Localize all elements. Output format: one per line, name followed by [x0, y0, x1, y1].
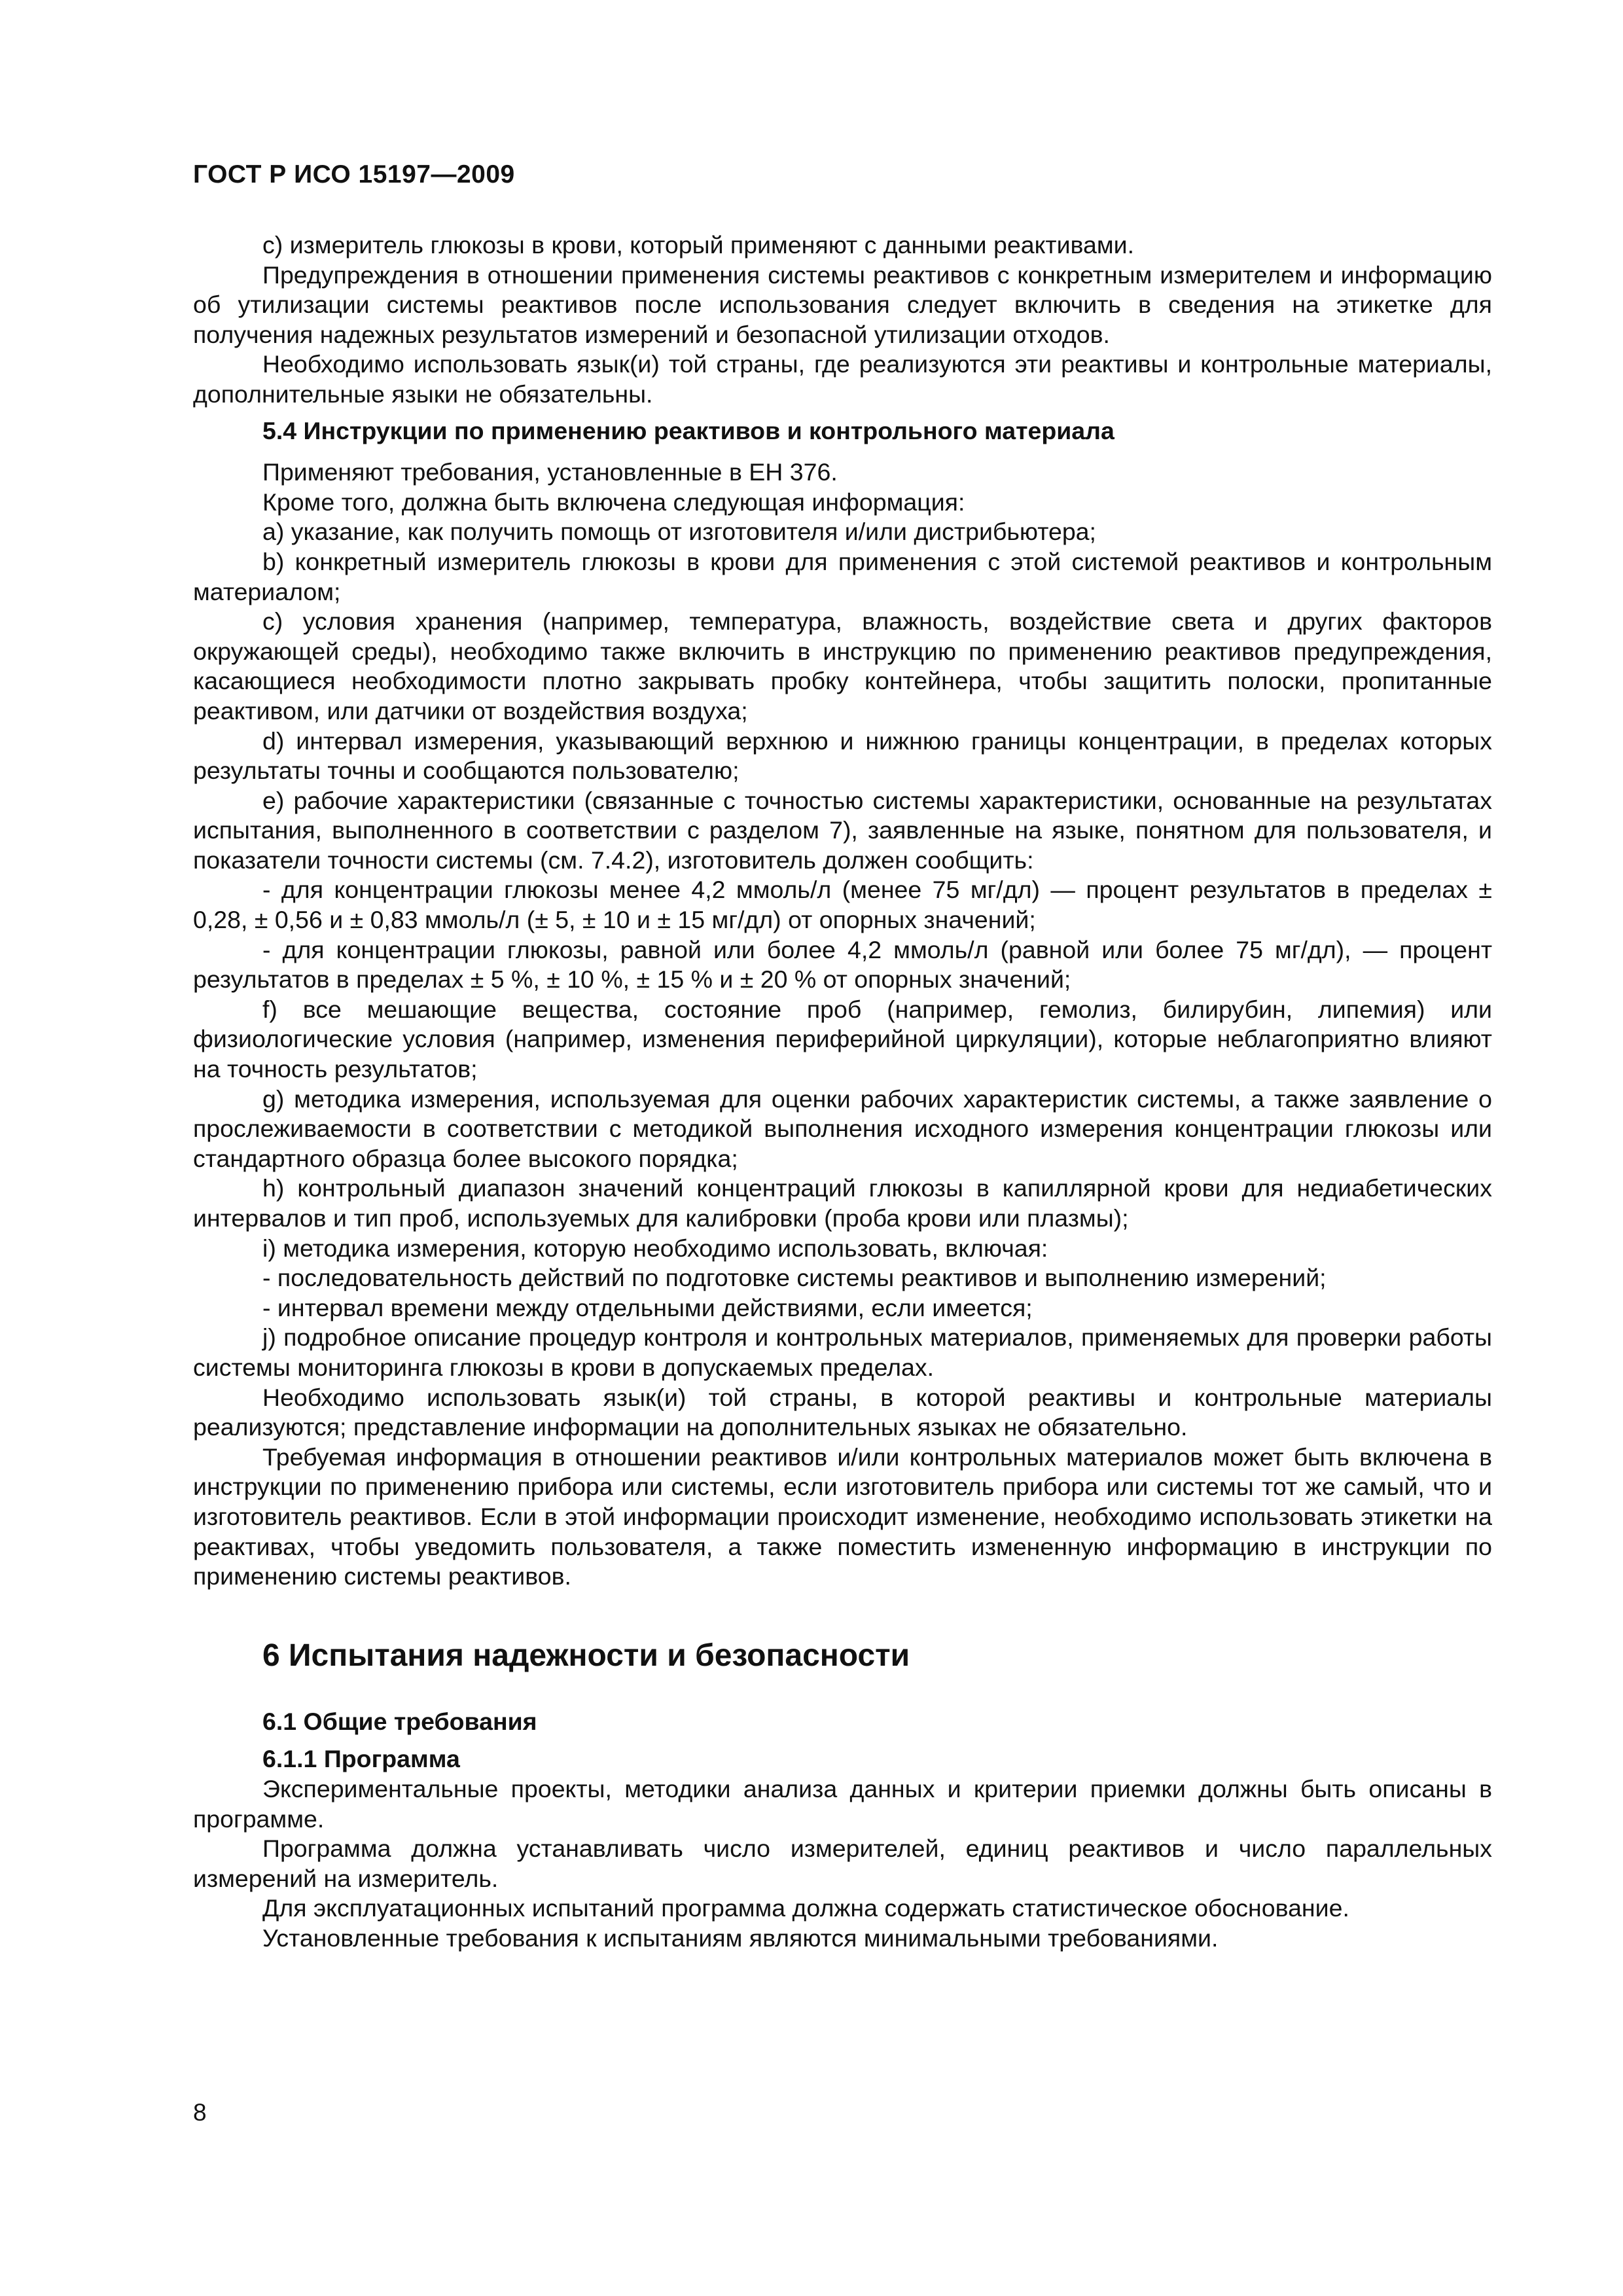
list-item: - для концентрации глюкозы, равной или более 4,2 ммоль/л (равной или более 75 мг/дл), — процент результатов в пределах ± 5 %, ± 10 %, ± 15 % и ± 20 % от опорных значений; [193, 935, 1492, 994]
page-number: 8 [193, 2099, 207, 2126]
list-item: - для концентрации глюкозы менее 4,2 ммоль/л (менее 75 мг/дл) — процент результатов в пределах ± 0,28, ± 0,56 и ± 0,83 ммоль/л (± 5, ± 10 и ± 15 мг/дл) от опорных значений; [193, 876, 1492, 934]
list-item: f) все мешающие вещества, состояние проб (например, гемолиз, билирубин, липемия) или физиологические условия (например, изменения периферийной циркуляции), которые неблагоприятно влияют на точность результатов; [193, 995, 1492, 1083]
list-item: d) интервал измерения, указывающий верхнюю и нижнюю границы концентрации, в пределах которых результаты точны и сообщаются пользователю; [193, 726, 1492, 785]
paragraph: Программа должна устанавливать число измерителей, единиц реактивов и число параллельных измерений на измеритель. [193, 1835, 1492, 1892]
list-item: j) подробное описание процедур контроля и контрольных материалов, применяемых для проверки работы системы мониторинга глюкозы в крови в допускаемых пределах. [193, 1323, 1492, 1381]
paragraph: Экспериментальные проекты, методики анализа данных и критерии приемки должны быть описаны в программе. [193, 1774, 1492, 1833]
list-item: - последовательность действий по подготовке системы реактивов и выполнению измерений; [262, 1264, 1327, 1292]
document-body [193, 230, 1492, 1953]
list-item: е) рабочие характеристики (связанные с точностью системы характеристики, основанные на результатах испытания, выполненного в соответствии с разделом 7), заявленные на языке, понятном для пользователя, и показатели точности системы (см. 7.4.2), изготовитель должен сообщить: [193, 786, 1492, 874]
list-item: а) указание, как получить помощь от изготовителя и/или дистрибьютера; [262, 518, 1096, 546]
paragraph: Предупреждения в отношении применения системы реактивов с конкретным измерителем и информацию об утилизации системы реактивов после использования следует включить в сведения на этикетке для получения надежных результатов измерений и безопасной утилизации отходов. [193, 260, 1492, 348]
document-code-header: ГОСТ Р ИСО 15197—2009 [193, 160, 515, 188]
paragraph: Необходимо использовать язык(и) той страны, в которой реактивы и контрольные материалы реализуются; представление информации на дополнительных языках не обязательно. [193, 1383, 1492, 1441]
paragraph: Установленные требования к испытаниям являются минимальными требованиями. [262, 1924, 1219, 1952]
list-item: h) контрольный диапазон значений концентраций глюкозы в капиллярной крови для недиабетических интервалов и тип проб, используемых для калибровки (проба крови или плазмы); [193, 1174, 1492, 1232]
paragraph: с) измеритель глюкозы в крови, который применяют с данными реактивами. [262, 231, 1135, 259]
list-item: с) условия хранения (например, температура, влажность, воздействие света и других факторов окружающей среды), необходимо также включить в инструкцию по применению реактивов предупреждения, касающиеся необходимости плотно закрывать пробку контейнера, чтобы защитить полоски, пропитанные реактивом, или датчики от воздействия воздуха; [193, 607, 1492, 725]
section-heading-6-1: 6.1 Общие требования [262, 1707, 537, 1735]
paragraph: Кроме того, должна быть включена следующая информация: [262, 488, 965, 516]
paragraph: Применяют требования, установленные в ЕН 376. [262, 458, 838, 486]
paragraph: Необходимо использовать язык(и) той страны, где реализуются эти реактивы и контрольные материалы, дополнительные языки не обязательны. [193, 350, 1492, 408]
section-heading-6-1-1: 6.1.1 Программа [262, 1745, 460, 1773]
list-item: b) конкретный измеритель глюкозы в крови для применения с этой системой реактивов и контрольным материалом; [193, 547, 1492, 605]
section-heading-5-4: 5.4 Инструкции по применению реактивов и контрольного материала [262, 416, 1115, 444]
list-item: - интервал времени между отдельными действиями, если имеется; [262, 1293, 1033, 1321]
section-heading-6: 6 Испытания надежности и безопасности [262, 1638, 910, 1673]
paragraph: Требуемая информация в отношении реактивов и/или контрольных материалов может быть включена в инструкции по применению прибора или системы, если изготовитель прибора или системы тот же самый, что и изготовитель реактивов. Если в этой информации происходит изменение, необходимо использовать этикетки на реактивах, чтобы уведомить пользователя, а также поместить измененную информацию в инструкции по применению системы реактивов. [193, 1443, 1492, 1590]
list-item: i) методика измерения, которую необходимо использовать, включая: [262, 1234, 1048, 1262]
paragraph: Для эксплуатационных испытаний программа должна содержать статистическое обоснование. [262, 1894, 1349, 1922]
list-item: g) методика измерения, используемая для оценки рабочих характеристик системы, а также заявление о прослеживаемости в соответствии с методикой выполнения исходного измерения концентрации глюкозы или стандартного образца более высокого порядка; [193, 1085, 1492, 1172]
